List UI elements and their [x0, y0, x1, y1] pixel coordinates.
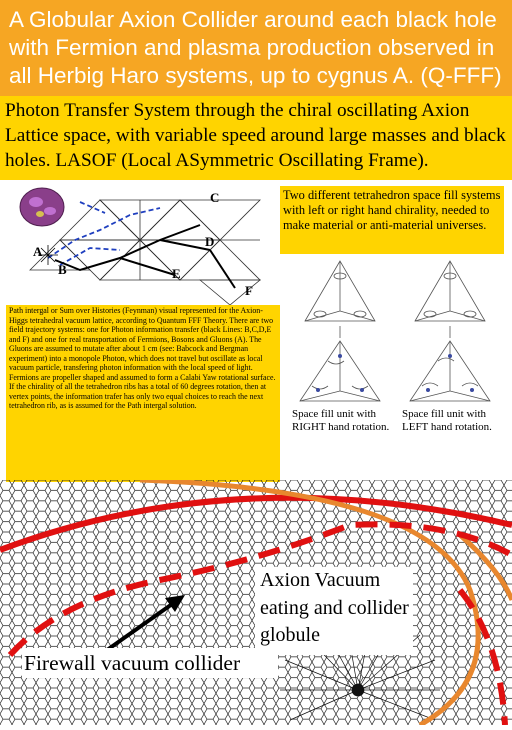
tetrahedron-description: Two different tetrahedron space fill systems with left or right hand chirality, needed to make material or anti-material universes. — [283, 188, 501, 232]
caption-right-hand: Space fill unit with RIGHT hand rotation. — [292, 408, 390, 433]
fermion-blob-image — [20, 188, 64, 226]
page-title: A Globular Axion Collider around each black hole with Fermion and plasma production observed in all Herbig Haro systems, up to cygnus A. (Q-FFF) — [9, 7, 502, 88]
subtitle-banner — [0, 96, 512, 180]
label-c: C — [210, 190, 220, 205]
tetrahedral-lattice-diagram — [0, 180, 282, 305]
label-d: D — [205, 234, 215, 249]
tetrahedra-diagram — [290, 256, 512, 406]
firewall-label-box — [22, 648, 278, 678]
tetrahedron-description-box — [280, 186, 504, 254]
lattice-figure — [0, 180, 282, 305]
firewall-label: Firewall vacuum collider — [24, 651, 241, 675]
tetrahedron-lattice — [30, 200, 260, 305]
page-subtitle: Photon Transfer System through the chiral oscillating Axion Lattice space, with variable speed around large masses and black holes. LASOF (Local ASymmetric Oscillating Frame). — [5, 100, 506, 171]
right-hand-tetrahedron — [300, 261, 380, 401]
photon-transfer-path — [48, 202, 160, 265]
path-integral-text: Path intergal or Sum over Histories (Feynman) visual represented for the Axion-Higgs tetrahedral vacuum lattice, according to Quantum FFF Theory. There are two field trajectory systems: one for Photon information transfer (black Lines: B,C,D,E and F) and one for real transportation of Fermions, Bosons and Gluons (A). The Gluons are assumed to mutate after about 1 cm (see: Babcock and Bergman experiment) into a monopole Photon, which does not travel but oscillate as local vacuum particle, transfering photon information with the local speed of light. Fermions are propeller shaped and assumed to form a Calabi Yaw rotational surface. If the chirality of all the tetrahedron ribs has a total of 60 degrees rotation, then at vertex points, the information trafer has only two equal choices to reach the next tetrahedron rib, as is assumed for the Path intergal solution. — [9, 306, 276, 410]
axion-label-box — [255, 567, 413, 655]
chirality-figure — [290, 256, 512, 446]
caption-left-hand: Space fill unit with LEFT hand rotation. — [402, 408, 492, 433]
path-integral-box — [6, 305, 280, 482]
axion-label: Axion Vacuum eating and collider globule — [260, 569, 409, 646]
left-hand-tetrahedron — [410, 261, 490, 401]
label-b: B — [58, 262, 67, 277]
title-banner — [0, 0, 512, 96]
label-a: A — [33, 244, 43, 259]
label-f: F — [245, 283, 253, 298]
label-e: E — [172, 266, 181, 281]
